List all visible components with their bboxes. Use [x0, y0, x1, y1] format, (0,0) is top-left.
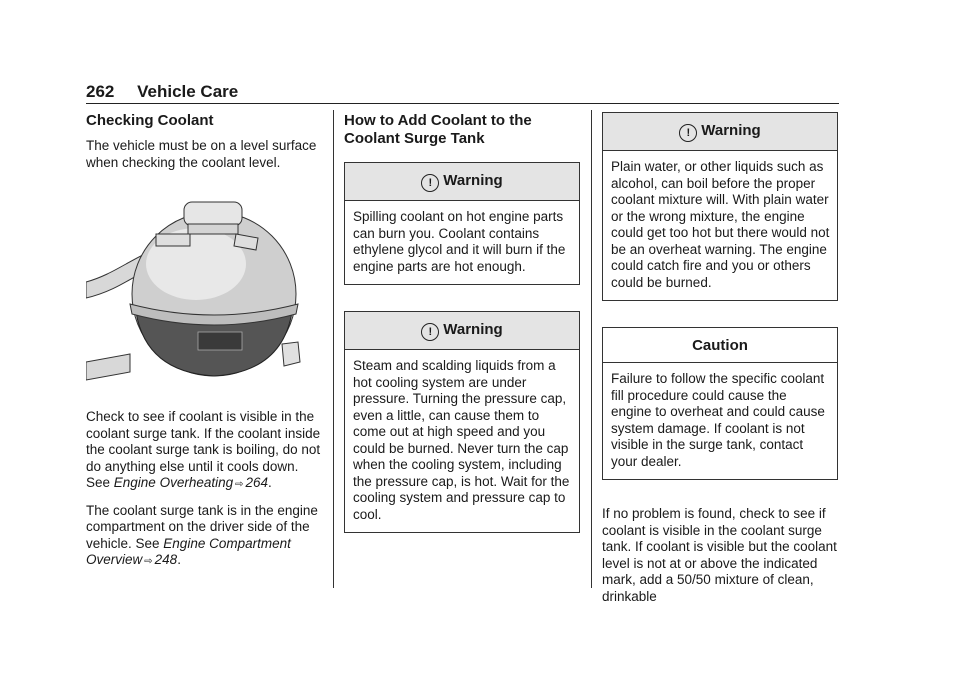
caution-box	[602, 327, 838, 480]
final-paragraph: If no problem is found, check to see if coolant is visible in the coolant surge tank. If coolant is visible but the coolant level is not at or above the indicated mark, add a 50/50 mixture of clean, drinkable	[602, 506, 837, 604]
warning-body: Spilling coolant on hot engine parts can burn you. Coolant contains ethylene glycol and it will burn if the engine parts are hot enough.	[353, 209, 566, 274]
caution-body: Failure to follow the specific coolant fill procedure could cause the engine to overheat and could cause system damage. If coolant is not visible in the surge tank, contact your dealer.	[611, 371, 825, 469]
warning-box-steam	[344, 311, 580, 533]
warning-body: Steam and scalding liquids from a hot cooling system are under pressure. Turning the pressure cap, even a little, can cause them to come out at high speed and you could be burned. Never turn the cap when the cooling system, including the pressure cap, is hot. Wait for the cooling system and pressure cap to cool.	[353, 358, 570, 522]
page-number: 262	[86, 82, 115, 101]
warning-circle-icon: !	[679, 124, 697, 142]
engine-overheating-link[interactable]: Engine Overheating	[113, 475, 234, 490]
header-rule	[86, 103, 839, 104]
warning-header: ! Warning	[345, 163, 579, 201]
warning-header: ! Warning	[603, 113, 837, 151]
page-ref-264[interactable]: 264	[245, 475, 269, 490]
page-reference-arrow-icon: ⇨	[144, 556, 153, 567]
section-title: Vehicle Care	[137, 82, 239, 101]
coolant-surge-tank-illustration	[86, 194, 322, 394]
warning-circle-icon: !	[421, 174, 439, 192]
engine-compartment-overview-link[interactable]: Engine Compartment Overview	[86, 535, 291, 567]
column-2	[344, 110, 580, 559]
checking-coolant-heading: Checking Coolant	[86, 112, 214, 129]
column-divider	[333, 110, 334, 588]
page-reference-arrow-icon: ⇨	[235, 479, 244, 490]
warning-body: Plain water, or other liquids such as alcohol, can boil before the proper coolant mixture will. With plain water or the wrong mixture, the engine could get too hot but there would not be an overheat warning. The engine could catch fire and you or others could be burned.	[611, 159, 830, 290]
location-paragraph: The coolant surge tank is in the engine compartment on the driver side of the vehicle. See Engine Compartment Overview ⇨ 248.	[86, 503, 322, 571]
column-3	[602, 110, 838, 614]
warning-circle-icon: !	[421, 323, 439, 341]
page-ref-248[interactable]: 248	[154, 552, 178, 567]
warning-header: ! Warning	[345, 312, 579, 350]
page-header	[86, 82, 238, 102]
add-coolant-heading: How to Add Coolant to the Coolant Surge Tank	[344, 112, 532, 147]
warning-box-hot-parts	[344, 162, 580, 285]
intro-paragraph: The vehicle must be on a level surface when checking the coolant level.	[86, 138, 317, 170]
caution-header: Caution	[603, 328, 837, 363]
column-1	[86, 110, 322, 580]
warning-box-plain-water	[602, 112, 838, 301]
check-paragraph: Check to see if coolant is visible in the coolant surge tank. If the coolant inside the coolant surge tank is boiling, do not do anything else until it cools down. See Engine Overheating ⇨ 264.	[86, 409, 322, 494]
column-divider	[591, 110, 592, 588]
